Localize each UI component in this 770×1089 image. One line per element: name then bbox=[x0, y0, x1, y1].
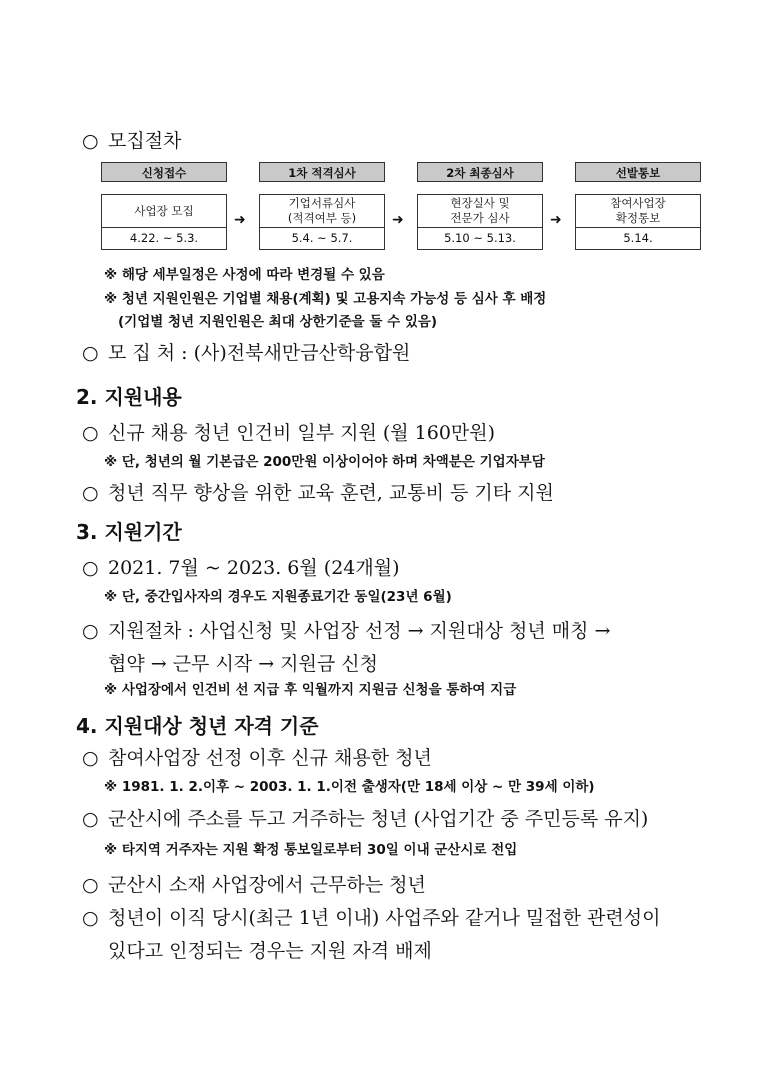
arrow-icon: ➜ bbox=[234, 212, 246, 228]
eligibility-item-2-text: 군산시에 주소를 두고 거주하는 청년 (사업기간 중 주민등록 유지) bbox=[108, 808, 649, 830]
procedure-item-line1: 지원절차 : 사업신청 및 사업장 선정 → 지원대상 청년 매칭 → bbox=[108, 620, 611, 642]
step-4-head: 선발통보 bbox=[575, 162, 701, 182]
step-3-date: 5.10 ~ 5.13. bbox=[417, 228, 543, 250]
recruiter-text: 모 집 처 : (사)전북새만금산학융합원 bbox=[108, 342, 411, 364]
eligibility-item-3-text: 군산시 소재 사업장에서 근무하는 청년 bbox=[108, 874, 426, 896]
step-2-date: 5.4. ~ 5.7. bbox=[259, 228, 385, 250]
arrow-icon: ➜ bbox=[550, 212, 562, 228]
eligibility-item-2 bbox=[82, 804, 648, 831]
eligibility-item-3 bbox=[82, 870, 426, 897]
recruit-procedure-line bbox=[82, 126, 181, 153]
period-item-1-text: 2021. 7월 ~ 2023. 6월 (24개월) bbox=[108, 557, 400, 579]
recruiter-line bbox=[82, 338, 410, 365]
circle-bullet: ○ bbox=[82, 874, 99, 896]
step-4-date: 5.14. bbox=[575, 228, 701, 250]
step-2-body: 기업서류심사 (적격여부 등) bbox=[259, 194, 385, 228]
section-3-heading: 3. 지원기간 bbox=[76, 520, 182, 544]
eligibility-item-4 bbox=[82, 903, 660, 930]
circle-bullet: ○ bbox=[82, 557, 99, 579]
eligibility-item-1 bbox=[82, 743, 432, 770]
period-note: ※ 단, 중간입사자의 경우도 지원종료기간 동일(23년 6월) bbox=[104, 589, 452, 605]
circle-bullet: ○ bbox=[82, 747, 99, 769]
support-item-2 bbox=[82, 478, 554, 505]
schedule-note: ※ 해당 세부일정은 사정에 따라 변경될 수 있음 bbox=[104, 267, 385, 283]
circle-bullet: ○ bbox=[82, 808, 99, 830]
circle-bullet: ○ bbox=[82, 907, 99, 929]
salary-note: ※ 단, 청년의 월 기본급은 200만원 이상이어야 하며 차액분은 기업자부담 bbox=[104, 454, 545, 470]
recruit-procedure-label: 모집절차 bbox=[108, 130, 182, 152]
staffing-note: ※ 청년 지원인원은 기업별 채용(계획) 및 고용지속 가능성 등 심사 후 배정 bbox=[104, 291, 547, 307]
step-4-body: 참여사업장 확정통보 bbox=[575, 194, 701, 228]
procedure-item-line2: 협약 → 근무 시작 → 지원금 신청 bbox=[108, 653, 378, 675]
residence-note: ※ 타지역 거주자는 지원 확정 통보일로부터 30일 이내 군산시로 전입 bbox=[104, 842, 518, 858]
step-2-head: 1차 적격심사 bbox=[259, 162, 385, 182]
section-4-heading: 4. 지원대상 청년 자격 기준 bbox=[76, 714, 319, 738]
support-item-2-text: 청년 직무 향상을 위한 교육 훈련, 교통비 등 기타 지원 bbox=[108, 482, 554, 504]
section-2-heading: 2. 지원내용 bbox=[76, 385, 182, 409]
staffing-note-sub: (기업별 청년 지원인원은 최대 상한기준을 둘 수 있음) bbox=[118, 314, 438, 330]
step-3-head: 2차 최종심사 bbox=[417, 162, 543, 182]
step-1-date: 4.22. ~ 5.3. bbox=[101, 228, 227, 250]
step-3-body: 현장실사 및 전문가 심사 bbox=[417, 194, 543, 228]
step-1-head: 신청접수 bbox=[101, 162, 227, 182]
eligibility-item-4-line2: 있다고 인정되는 경우는 지원 자격 배제 bbox=[108, 940, 432, 962]
circle-bullet: ○ bbox=[82, 422, 99, 444]
support-item-1-text: 신규 채용 청년 인건비 일부 지원 (월 160만원) bbox=[108, 422, 496, 444]
period-item-1 bbox=[82, 553, 400, 580]
circle-bullet: ○ bbox=[82, 620, 99, 642]
circle-bullet: ○ bbox=[82, 342, 99, 364]
procedure-item bbox=[82, 616, 610, 643]
circle-bullet: ○ bbox=[82, 130, 99, 152]
step-1-body: 사업장 모집 bbox=[101, 194, 227, 228]
birth-note: ※ 1981. 1. 2.이후 ~ 2003. 1. 1.이전 출생자(만 18세 이상 ~ 만 39세 이하) bbox=[104, 779, 595, 795]
support-item-1 bbox=[82, 418, 495, 445]
circle-bullet: ○ bbox=[82, 482, 99, 504]
eligibility-item-1-text: 참여사업장 선정 이후 신규 채용한 청년 bbox=[108, 747, 432, 769]
payment-note: ※ 사업장에서 인건비 선 지급 후 익월까지 지원금 신청을 통하여 지급 bbox=[104, 682, 517, 698]
eligibility-item-4-line1: 청년이 이직 당시(최근 1년 이내) 사업주와 같거나 밀접한 관련성이 bbox=[108, 907, 661, 929]
arrow-icon: ➜ bbox=[392, 212, 404, 228]
